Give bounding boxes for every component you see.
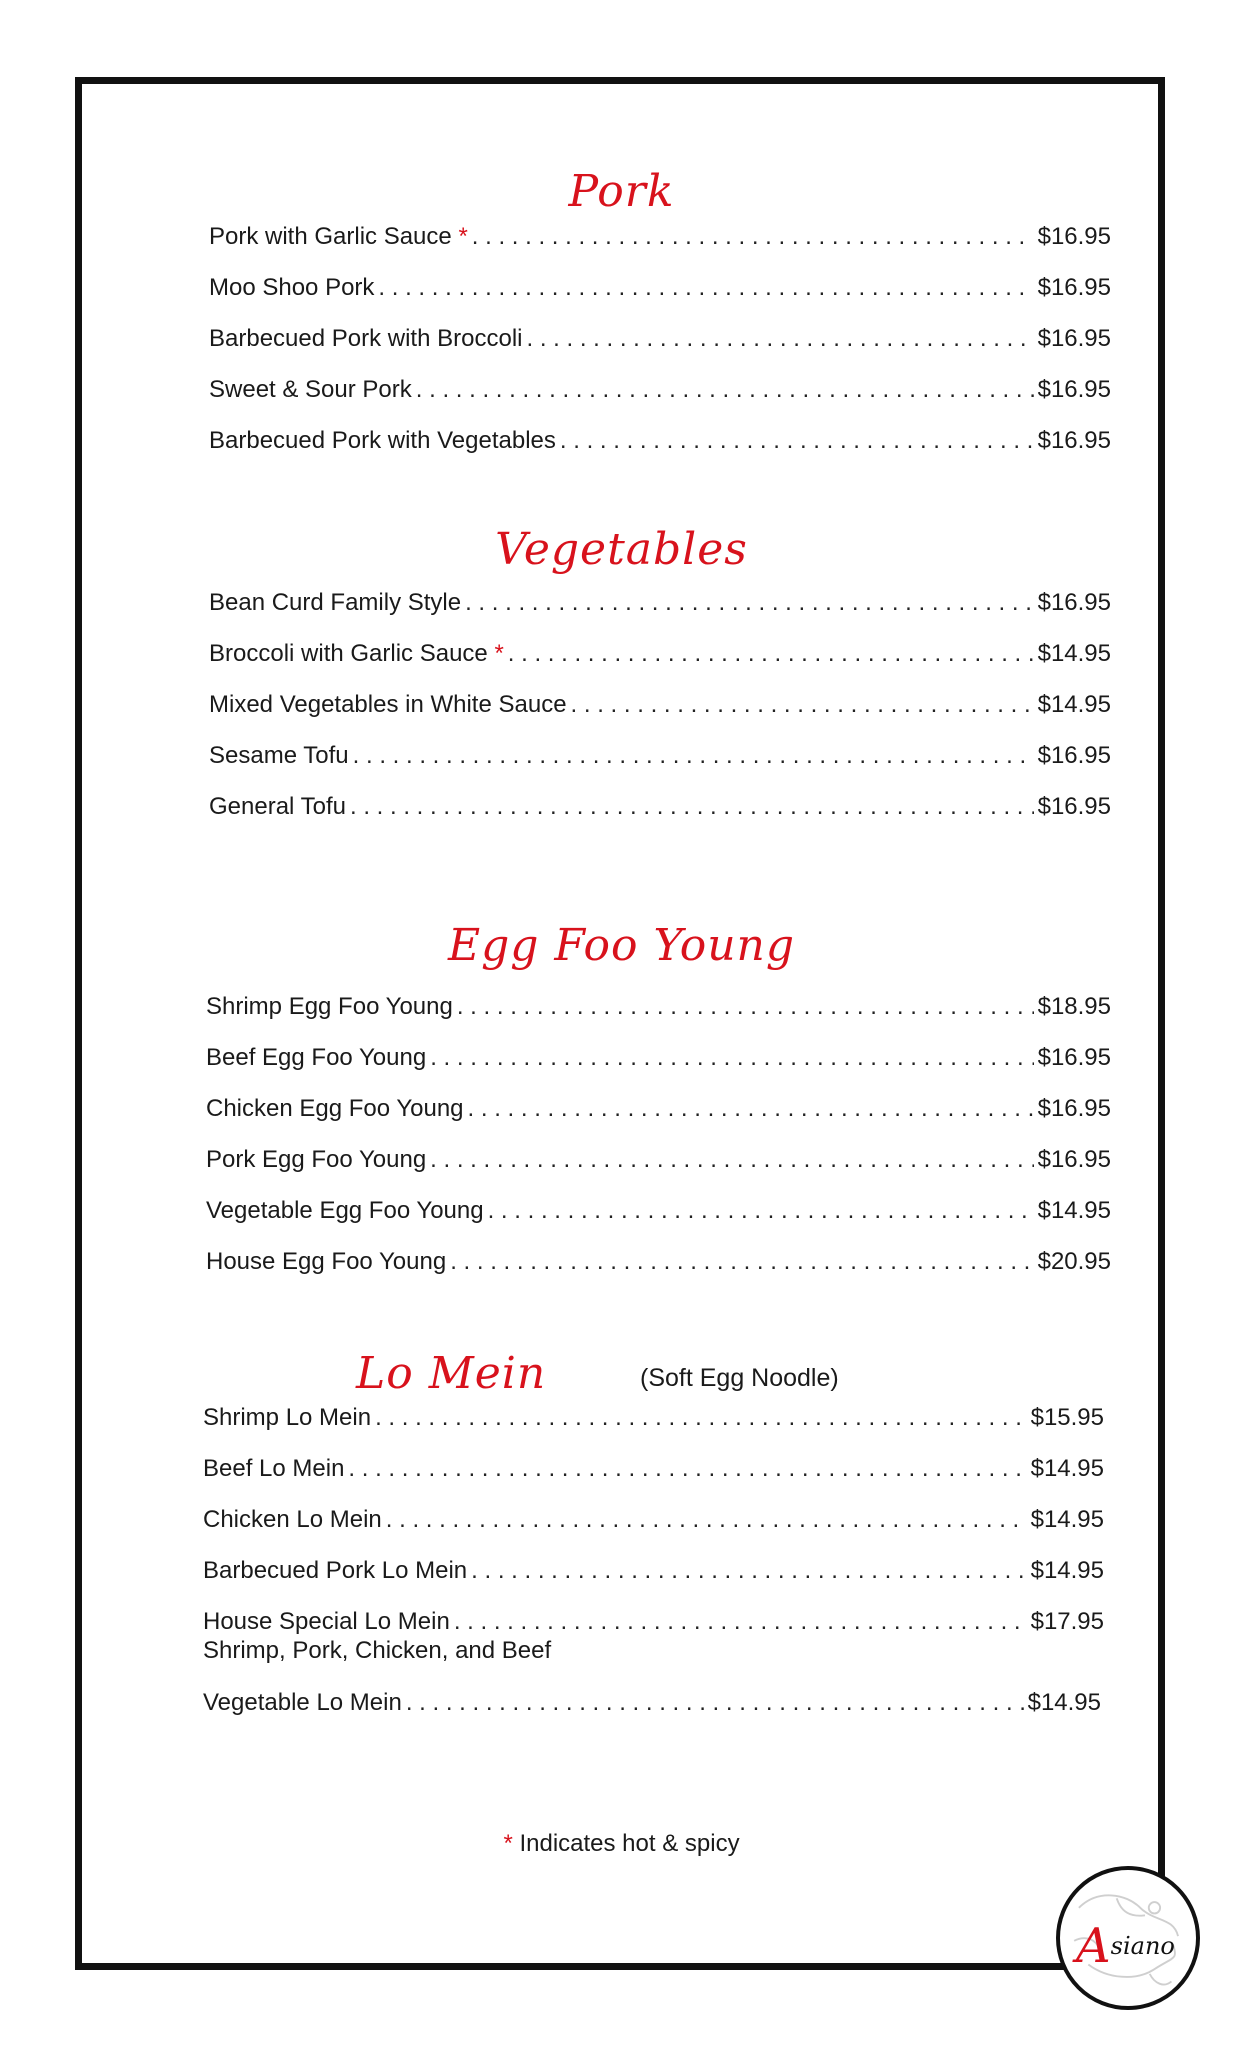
item-name: Chicken Lo Mein xyxy=(203,1506,382,1533)
menu-item xyxy=(206,1196,1111,1226)
dot-leader xyxy=(571,690,1034,720)
item-name: Barbecued Pork Lo Mein xyxy=(203,1557,468,1584)
item-price: $16.95 xyxy=(1037,793,1111,820)
item-price: $18.95 xyxy=(1037,993,1111,1020)
dot-leader xyxy=(386,1505,1027,1535)
item-name: House Egg Foo Young xyxy=(206,1248,447,1275)
spicy-footnote xyxy=(0,1829,1243,1859)
item-name: Moo Shoo Pork xyxy=(209,274,375,301)
item-name: Chicken Egg Foo Young xyxy=(206,1095,464,1122)
section-heading-lo-mein: Lo Mein xyxy=(356,1348,547,1399)
menu-item xyxy=(209,741,1111,771)
item-price: $14.95 xyxy=(1037,640,1111,667)
menu-item xyxy=(209,222,1111,252)
item-price: $16.95 xyxy=(1037,325,1111,352)
dot-leader xyxy=(454,1607,1027,1637)
item-price: $20.95 xyxy=(1037,1248,1111,1275)
dot-leader xyxy=(375,1403,1027,1433)
menu-item xyxy=(203,1454,1104,1484)
menu-item xyxy=(206,1094,1111,1124)
item-name: Vegetable Egg Foo Young xyxy=(206,1197,484,1224)
item-price: $16.95 xyxy=(1037,742,1111,769)
item-price: $14.95 xyxy=(1037,1197,1111,1224)
spicy-marker: * xyxy=(503,1830,513,1857)
dot-leader xyxy=(350,792,1034,822)
dot-leader xyxy=(468,1094,1034,1124)
dot-leader xyxy=(560,426,1034,456)
item-price: $16.95 xyxy=(1037,223,1111,250)
spicy-marker: * xyxy=(458,223,468,250)
menu-item xyxy=(203,1688,1101,1718)
dot-leader xyxy=(416,375,1034,405)
menu-item xyxy=(209,588,1111,618)
dot-leader xyxy=(457,992,1034,1022)
dot-leader xyxy=(430,1145,1033,1175)
item-name: Pork Egg Foo Young xyxy=(206,1146,427,1173)
menu-item xyxy=(203,1556,1104,1586)
menu-item xyxy=(209,639,1111,669)
menu-item xyxy=(209,273,1111,303)
dot-leader xyxy=(508,639,1034,669)
item-price: $14.95 xyxy=(1030,1557,1104,1584)
dot-leader xyxy=(465,588,1034,618)
section-heading-pork: Pork xyxy=(568,166,675,217)
menu-item xyxy=(209,426,1111,456)
item-name: General Tofu xyxy=(209,793,346,820)
item-price: $16.95 xyxy=(1037,1095,1111,1122)
item-price: $16.95 xyxy=(1037,1146,1111,1173)
item-name: Vegetable Lo Mein xyxy=(203,1689,402,1716)
section-heading-vegetables: Vegetables xyxy=(495,524,748,575)
menu-item xyxy=(203,1403,1104,1433)
dot-leader xyxy=(378,273,1033,303)
menu-border xyxy=(75,77,1165,1970)
item-name: Mixed Vegetables in White Sauce xyxy=(209,691,567,718)
menu-item xyxy=(209,375,1111,405)
section-heading-note: (Soft Egg Noodle) xyxy=(640,1364,839,1392)
item-name: House Special Lo Mein xyxy=(203,1608,450,1635)
dot-leader xyxy=(348,1454,1026,1484)
item-price: $16.95 xyxy=(1037,376,1111,403)
item-name: Broccoli with Garlic Sauce * xyxy=(209,640,504,667)
item-name: Beef Egg Foo Young xyxy=(206,1044,427,1071)
item-name: Bean Curd Family Style xyxy=(209,589,462,616)
item-price: $16.95 xyxy=(1037,589,1111,616)
item-name: Sesame Tofu xyxy=(209,742,349,769)
footnote-text: Indicates hot & spicy xyxy=(512,1830,740,1857)
section-heading-egg-foo-young: Egg Foo Young xyxy=(447,920,796,971)
item-name: Pork with Garlic Sauce * xyxy=(209,223,468,250)
item-name: Barbecued Pork with Vegetables xyxy=(209,427,556,454)
menu-item xyxy=(206,992,1111,1022)
item-price: $14.95 xyxy=(1027,1689,1101,1716)
menu-item xyxy=(209,792,1111,822)
menu-item xyxy=(206,1043,1111,1073)
dot-leader xyxy=(406,1688,1024,1718)
menu-item xyxy=(209,324,1111,354)
menu-item xyxy=(209,690,1111,720)
item-name: Beef Lo Mein xyxy=(203,1455,345,1482)
menu-item xyxy=(203,1607,1104,1637)
item-name: Shrimp Lo Mein xyxy=(203,1404,372,1431)
menu-item xyxy=(203,1505,1104,1535)
item-price: $16.95 xyxy=(1037,427,1111,454)
logo-wordmark: Asiano xyxy=(1076,1918,1175,1974)
dot-leader xyxy=(471,1556,1026,1586)
dot-leader xyxy=(472,222,1034,252)
item-price: $14.95 xyxy=(1037,691,1111,718)
dot-leader xyxy=(488,1196,1034,1226)
menu-item xyxy=(206,1247,1111,1277)
item-price: $16.95 xyxy=(1037,1044,1111,1071)
dot-leader xyxy=(353,741,1034,771)
item-name: Shrimp Egg Foo Young xyxy=(206,993,453,1020)
item-price: $17.95 xyxy=(1030,1608,1104,1635)
dot-leader xyxy=(430,1043,1033,1073)
item-price: $14.95 xyxy=(1030,1506,1104,1533)
item-description: Shrimp, Pork, Chicken, and Beef xyxy=(203,1637,552,1664)
item-price: $14.95 xyxy=(1030,1455,1104,1482)
item-price: $16.95 xyxy=(1037,274,1111,301)
item-price: $15.95 xyxy=(1030,1404,1104,1431)
menu-item xyxy=(206,1145,1111,1175)
item-name: Barbecued Pork with Broccoli xyxy=(209,325,523,352)
item-name: Sweet & Sour Pork xyxy=(209,376,412,403)
dot-leader xyxy=(526,324,1033,354)
asiano-logo xyxy=(1056,1866,1200,2010)
spicy-marker: * xyxy=(494,640,504,667)
dot-leader xyxy=(450,1247,1033,1277)
